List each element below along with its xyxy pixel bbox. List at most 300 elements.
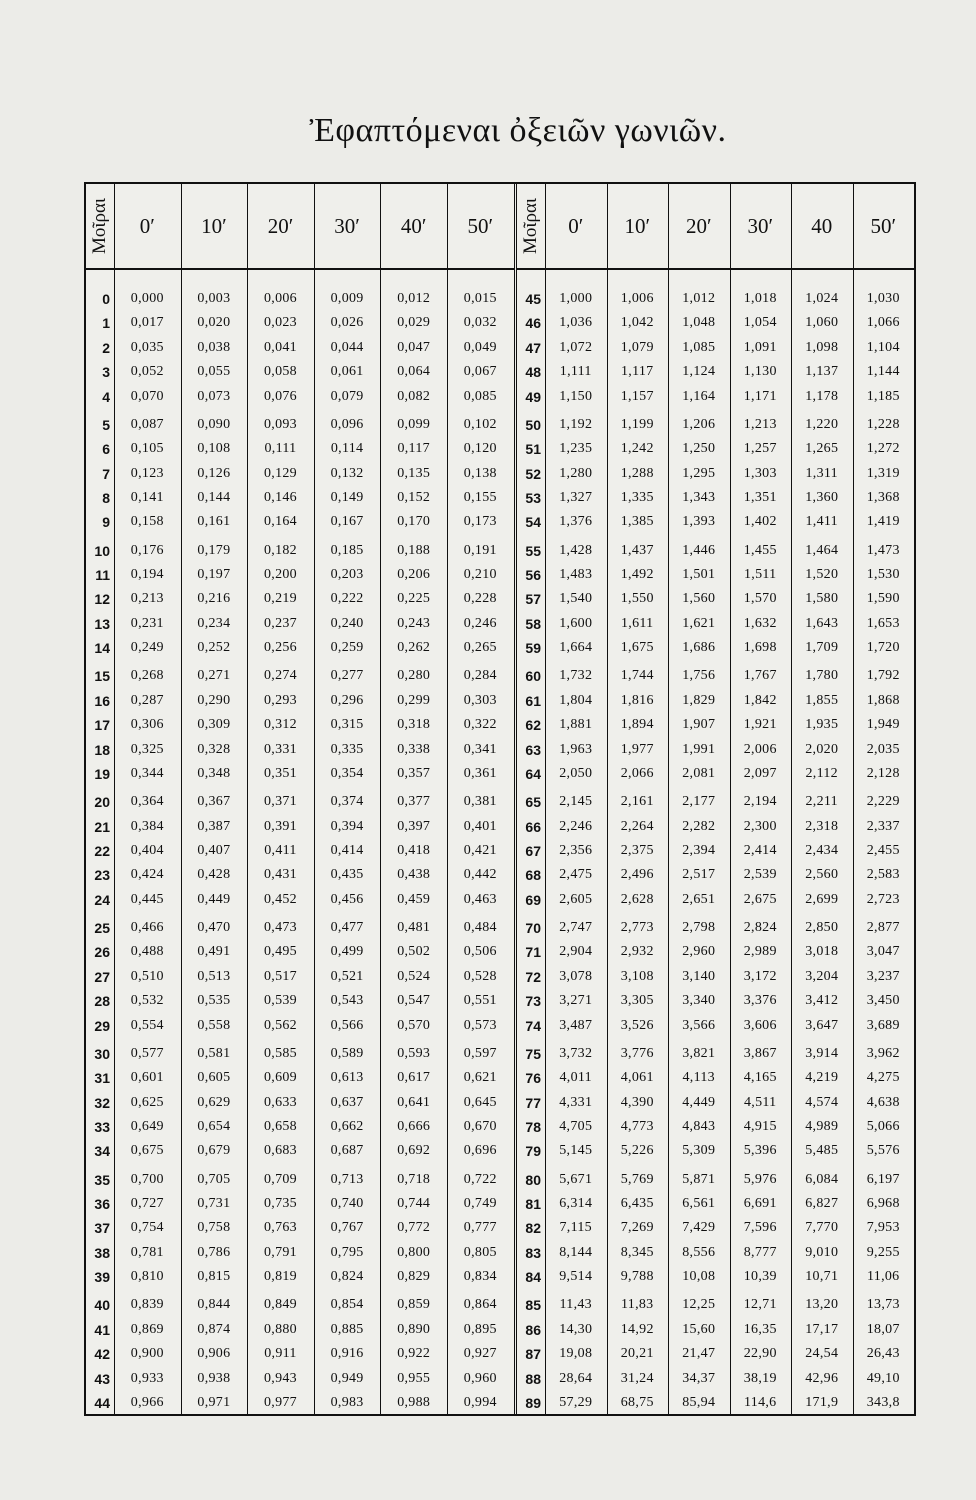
tangent-value-cell: 1,192 bbox=[559, 416, 593, 432]
tangent-value-cell: 0,182 bbox=[263, 542, 297, 558]
tangent-value-cell: 0,047 bbox=[397, 339, 431, 355]
tangent-value-cell: 0,367 bbox=[197, 794, 231, 810]
tangent-value-cell: 0,517 bbox=[263, 968, 297, 984]
tangent-value-cell: 2,020 bbox=[805, 741, 839, 757]
degree-cell: 77 bbox=[525, 1094, 541, 1111]
tangent-value-cell: 4,638 bbox=[866, 1094, 900, 1110]
tangent-value-cell: 0,152 bbox=[397, 490, 431, 505]
tangent-value-cell: 0,683 bbox=[263, 1143, 297, 1159]
tangent-value-cell: 343,8 bbox=[866, 1395, 900, 1410]
tangent-value-cell: 2,375 bbox=[620, 843, 654, 858]
tangent-value-cell: 2,414 bbox=[743, 843, 777, 858]
tangent-value-cell: 0,593 bbox=[397, 1045, 431, 1061]
tangent-value-cell: 1,006 bbox=[620, 291, 654, 306]
tangent-value-cell: 1,137 bbox=[805, 364, 839, 380]
tangent-value-cell: 0,477 bbox=[330, 920, 364, 935]
degree-cell: 7 bbox=[102, 465, 110, 482]
tangent-value-cell: 1,720 bbox=[866, 640, 900, 656]
table-row bbox=[86, 636, 514, 660]
tangent-value-cell: 1,295 bbox=[682, 465, 716, 481]
tangent-value-cell: 2,128 bbox=[866, 766, 900, 781]
tangent-value-cell: 0,271 bbox=[197, 668, 231, 684]
tangent-value-cell: 0,700 bbox=[130, 1171, 164, 1187]
degree-cell: 51 bbox=[525, 441, 541, 458]
tangent-value-cell: 0,543 bbox=[330, 993, 364, 1009]
degree-cell: 27 bbox=[94, 968, 110, 985]
tangent-value-cell: 7,770 bbox=[805, 1220, 839, 1236]
tangent-value-cell: 0,521 bbox=[330, 968, 364, 984]
tangent-value-cell: 0,880 bbox=[263, 1321, 297, 1337]
tangent-value-cell: 1,360 bbox=[805, 490, 839, 505]
tangent-value-cell: 1,455 bbox=[743, 542, 777, 558]
tangent-value-cell: 0,322 bbox=[463, 717, 497, 733]
tangent-value-cell: 0,977 bbox=[263, 1395, 297, 1410]
tangent-value-cell: 0,577 bbox=[130, 1045, 164, 1061]
tangent-value-cell: 1,550 bbox=[620, 591, 654, 607]
tangent-value-cell: 1,501 bbox=[682, 567, 716, 582]
table-row bbox=[86, 1367, 514, 1391]
degree-cell: 21 bbox=[94, 818, 110, 835]
table-row bbox=[86, 762, 514, 786]
table-row bbox=[86, 1241, 514, 1265]
tangent-value-cell: 3,776 bbox=[620, 1045, 654, 1061]
tangent-value-cell: 11,43 bbox=[559, 1297, 592, 1313]
tangent-value-cell: 0,126 bbox=[197, 465, 231, 481]
tangent-value-cell: 0,849 bbox=[263, 1297, 297, 1313]
tangent-value-cell: 3,271 bbox=[559, 993, 593, 1009]
table-row bbox=[517, 815, 916, 839]
tangent-value-cell: 9,788 bbox=[620, 1269, 654, 1285]
tangent-value-cell: 0,758 bbox=[197, 1220, 231, 1236]
tangent-value-cell: 9,514 bbox=[559, 1269, 593, 1285]
degree-cell: 42 bbox=[94, 1346, 110, 1363]
table-row bbox=[86, 486, 514, 510]
degree-cell: 1 bbox=[102, 315, 110, 332]
tangent-value-cell: 2,282 bbox=[682, 818, 716, 834]
tangent-value-cell: 2,560 bbox=[805, 867, 839, 883]
tangent-value-cell: 0,167 bbox=[330, 514, 364, 530]
tangent-value-cell: 0,874 bbox=[197, 1321, 231, 1337]
tangent-value-cell: 0,601 bbox=[130, 1070, 164, 1086]
tangent-value-cell: 0,906 bbox=[197, 1346, 231, 1362]
tangent-value-cell: 2,517 bbox=[682, 867, 716, 883]
tangent-value-cell: 0,129 bbox=[263, 465, 297, 481]
tangent-value-cell: 0,551 bbox=[463, 993, 497, 1009]
table-row bbox=[517, 1216, 916, 1240]
tangent-value-cell: 0,709 bbox=[263, 1171, 297, 1187]
tangent-value-cell: 0,082 bbox=[397, 388, 431, 404]
tangent-value-cell: 0,547 bbox=[397, 993, 431, 1009]
tangent-value-cell: 1,171 bbox=[743, 388, 777, 404]
tangent-value-cell: 1,732 bbox=[559, 668, 593, 684]
degree-cell: 17 bbox=[94, 717, 110, 734]
table-row bbox=[86, 1139, 514, 1163]
tangent-value-cell: 0,006 bbox=[263, 291, 297, 306]
tangent-value-cell: 0,900 bbox=[130, 1346, 164, 1362]
degree-cell: 65 bbox=[525, 794, 541, 811]
tangent-value-cell: 0,377 bbox=[397, 794, 431, 810]
table-row bbox=[517, 462, 916, 486]
tangent-value-cell: 0,943 bbox=[263, 1370, 297, 1386]
tangent-value-cell: 1,012 bbox=[682, 291, 716, 306]
tangent-value-cell: 1,977 bbox=[620, 741, 654, 757]
tangent-value-cell: 0,020 bbox=[197, 315, 231, 331]
degree-cell: 33 bbox=[94, 1119, 110, 1135]
tangent-value-cell: 3,526 bbox=[620, 1017, 654, 1033]
tangent-value-cell: 0,299 bbox=[397, 692, 431, 708]
tangent-value-cell: 0,994 bbox=[463, 1395, 497, 1410]
degree-cell: 9 bbox=[102, 514, 110, 531]
tangent-value-cell: 2,932 bbox=[620, 944, 654, 960]
tangent-value-cell: 1,907 bbox=[682, 717, 716, 733]
tangent-value-cell: 4,773 bbox=[620, 1119, 654, 1134]
tangent-value-cell: 0,374 bbox=[330, 794, 364, 810]
tangent-value-cell: 3,487 bbox=[559, 1017, 593, 1033]
minutes-column-header: 30′ bbox=[334, 213, 360, 238]
tangent-value-cell: 0,781 bbox=[130, 1244, 164, 1260]
tangent-value-cell: 1,072 bbox=[559, 339, 593, 355]
tangent-value-cell: 0,844 bbox=[197, 1297, 231, 1313]
tangent-value-cell: 0,763 bbox=[263, 1220, 297, 1236]
tangent-value-cell: 0,933 bbox=[130, 1370, 164, 1386]
table-row bbox=[86, 815, 514, 839]
tangent-value-cell: 0,348 bbox=[197, 766, 231, 781]
table-row bbox=[517, 413, 916, 437]
tangent-value-cell: 3,962 bbox=[866, 1045, 900, 1061]
table-row bbox=[517, 839, 916, 863]
tangent-value-cell: 0,658 bbox=[263, 1119, 297, 1134]
tangent-value-cell: 4,705 bbox=[559, 1119, 593, 1134]
tangent-value-cell: 7,115 bbox=[559, 1220, 592, 1236]
tangent-value-cell: 3,689 bbox=[866, 1017, 900, 1033]
tangent-value-cell: 6,084 bbox=[805, 1171, 839, 1187]
tangent-value-cell: 2,066 bbox=[620, 766, 654, 781]
tangent-value-cell: 0,138 bbox=[463, 465, 497, 481]
degree-cell: 64 bbox=[525, 766, 541, 782]
degree-cell: 0 bbox=[102, 291, 110, 307]
tangent-value-cell: 0,357 bbox=[397, 766, 431, 781]
tangent-value-cell: 1,675 bbox=[620, 640, 654, 656]
table-row bbox=[517, 360, 916, 384]
table-row bbox=[517, 888, 916, 912]
tangent-value-cell: 1,428 bbox=[559, 542, 593, 558]
tangent-value-cell: 0,988 bbox=[397, 1395, 431, 1410]
degree-cell: 86 bbox=[525, 1321, 541, 1338]
tangent-value-cell: 0,566 bbox=[330, 1017, 364, 1033]
tangent-value-cell: 24,54 bbox=[805, 1346, 839, 1362]
tangent-value-cell: 0,225 bbox=[397, 591, 431, 607]
table-row bbox=[517, 1391, 916, 1415]
tangent-value-cell: 0,397 bbox=[397, 818, 431, 834]
tangent-value-cell: 1,842 bbox=[743, 692, 777, 708]
tangent-value-cell: 2,583 bbox=[866, 867, 900, 883]
tangent-value-cell: 0,026 bbox=[330, 315, 364, 331]
table-row bbox=[86, 336, 514, 360]
table-row bbox=[86, 1168, 514, 1192]
table-row bbox=[517, 965, 916, 989]
tangent-value-cell: 9,255 bbox=[866, 1244, 900, 1260]
tangent-value-cell: 0,000 bbox=[130, 291, 164, 306]
tangent-value-cell: 68,75 bbox=[620, 1395, 654, 1410]
tangent-value-cell: 0,735 bbox=[263, 1196, 297, 1211]
tangent-value-cell: 1,780 bbox=[805, 668, 839, 684]
tangent-value-cell: 2,455 bbox=[866, 843, 900, 858]
tangent-value-cell: 0,012 bbox=[397, 291, 431, 306]
tangent-value-cell: 1,664 bbox=[559, 640, 593, 656]
tangent-value-cell: 0,495 bbox=[263, 944, 297, 960]
tangent-value-cell: 5,576 bbox=[866, 1143, 900, 1159]
tangent-value-cell: 0,164 bbox=[263, 514, 297, 530]
tangent-value-cell: 0,960 bbox=[463, 1370, 497, 1386]
tangent-value-cell: 2,264 bbox=[620, 818, 654, 834]
tangent-value-cell: 0,772 bbox=[397, 1220, 431, 1236]
degree-cell: 54 bbox=[525, 514, 541, 531]
degree-cell: 35 bbox=[94, 1171, 110, 1188]
degree-cell: 24 bbox=[94, 891, 110, 908]
tangent-value-cell: 2,960 bbox=[682, 944, 716, 960]
tangent-value-cell: 0,284 bbox=[463, 668, 497, 684]
tangent-value-cell: 0,015 bbox=[463, 291, 497, 306]
degree-header-label: Μοῖραι bbox=[520, 197, 541, 255]
degree-cell: 61 bbox=[525, 692, 541, 709]
tangent-value-cell: 0,234 bbox=[197, 615, 231, 631]
tangent-value-cell: 0,885 bbox=[330, 1321, 364, 1337]
tangent-value-cell: 0,532 bbox=[130, 993, 164, 1009]
tangent-value-cell: 0,049 bbox=[463, 339, 497, 355]
tangent-value-cell: 4,219 bbox=[805, 1070, 839, 1086]
tangent-value-cell: 0,210 bbox=[463, 567, 497, 582]
tangent-value-cell: 0,055 bbox=[197, 364, 231, 380]
tangent-value-cell: 3,047 bbox=[866, 944, 900, 960]
table-row bbox=[86, 888, 514, 912]
tangent-value-cell: 4,449 bbox=[682, 1094, 716, 1110]
tangent-value-cell: 1,767 bbox=[743, 668, 777, 684]
table-row bbox=[86, 1293, 514, 1317]
degree-cell: 53 bbox=[525, 490, 541, 506]
tangent-value-cell: 0,955 bbox=[397, 1370, 431, 1386]
tangent-table bbox=[84, 182, 916, 1416]
degree-cell: 18 bbox=[94, 741, 110, 758]
tangent-value-cell: 0,070 bbox=[130, 388, 164, 404]
tangent-value-cell: 0,535 bbox=[197, 993, 231, 1009]
degree-cell: 41 bbox=[94, 1321, 110, 1338]
table-row bbox=[86, 965, 514, 989]
table-row bbox=[86, 1042, 514, 1066]
degree-cell: 34 bbox=[94, 1143, 110, 1160]
tangent-value-cell: 2,229 bbox=[866, 794, 900, 810]
tangent-value-cell: 0,085 bbox=[463, 388, 497, 404]
degree-cell: 52 bbox=[525, 465, 541, 482]
tangent-value-cell: 0,161 bbox=[197, 514, 231, 530]
degree-cell: 62 bbox=[525, 717, 541, 734]
degree-cell: 66 bbox=[525, 818, 541, 835]
tangent-value-cell: 0,058 bbox=[263, 364, 297, 380]
tangent-value-cell: 0,722 bbox=[463, 1171, 497, 1187]
tangent-value-cell: 0,061 bbox=[330, 364, 364, 380]
degree-cell: 4 bbox=[102, 388, 110, 405]
tangent-value-cell: 26,43 bbox=[866, 1346, 900, 1362]
tangent-value-cell: 2,877 bbox=[866, 920, 900, 935]
degree-cell: 29 bbox=[94, 1017, 110, 1034]
tangent-value-cell: 3,647 bbox=[805, 1017, 839, 1033]
tangent-value-cell: 5,226 bbox=[620, 1143, 654, 1159]
tangent-value-cell: 0,491 bbox=[197, 944, 231, 960]
table-row bbox=[517, 664, 916, 688]
tangent-value-cell: 1,446 bbox=[682, 542, 716, 558]
tangent-value-cell: 0,641 bbox=[397, 1094, 431, 1110]
tangent-value-cell: 14,30 bbox=[559, 1321, 593, 1337]
tangent-value-cell: 1,351 bbox=[743, 490, 777, 505]
degree-cell: 5 bbox=[102, 416, 110, 433]
tangent-value-cell: 1,036 bbox=[559, 315, 593, 331]
degree-column-header bbox=[86, 184, 114, 268]
degree-cell: 13 bbox=[94, 615, 110, 632]
tangent-value-cell: 7,953 bbox=[866, 1220, 900, 1236]
tangent-value-cell: 0,463 bbox=[463, 891, 497, 907]
tangent-value-cell: 0,035 bbox=[130, 339, 164, 355]
tangent-value-cell: 0,191 bbox=[463, 542, 497, 558]
tangent-value-cell: 6,314 bbox=[559, 1196, 593, 1211]
tangent-value-cell: 34,37 bbox=[682, 1370, 716, 1386]
tangent-value-cell: 0,629 bbox=[197, 1094, 231, 1110]
tangent-value-cell: 49,10 bbox=[866, 1370, 900, 1386]
table-row bbox=[517, 539, 916, 563]
tangent-value-cell: 0,219 bbox=[263, 591, 297, 607]
table-row bbox=[517, 1318, 916, 1342]
tangent-value-cell: 2,161 bbox=[620, 794, 654, 810]
tangent-value-cell: 0,705 bbox=[197, 1171, 231, 1187]
tangent-value-cell: 7,596 bbox=[743, 1220, 777, 1236]
tangent-value-cell: 3,914 bbox=[805, 1045, 839, 1061]
tangent-value-cell: 0,268 bbox=[130, 668, 164, 684]
tangent-value-cell: 0,916 bbox=[330, 1346, 364, 1362]
tangent-value-cell: 0,815 bbox=[197, 1269, 231, 1285]
tangent-value-cell: 0,087 bbox=[130, 416, 164, 432]
tangent-value-cell: 0,231 bbox=[130, 615, 164, 631]
tangent-value-cell: 0,625 bbox=[130, 1094, 164, 1110]
table-row bbox=[86, 1318, 514, 1342]
degree-cell: 87 bbox=[525, 1346, 541, 1363]
tangent-value-cell: 0,895 bbox=[463, 1321, 497, 1337]
tangent-value-cell: 10,08 bbox=[682, 1269, 716, 1285]
tangent-value-cell: 1,698 bbox=[743, 640, 777, 656]
tangent-value-cell: 1,632 bbox=[743, 615, 777, 631]
table-row bbox=[86, 510, 514, 534]
tangent-value-cell: 5,976 bbox=[743, 1171, 777, 1187]
tangent-value-cell: 1,530 bbox=[866, 567, 900, 582]
tangent-value-cell: 0,938 bbox=[197, 1370, 231, 1386]
tangent-value-cell: 0,044 bbox=[330, 339, 364, 355]
tangent-value-cell: 18,07 bbox=[866, 1321, 900, 1337]
tangent-value-cell: 1,473 bbox=[866, 542, 900, 558]
tangent-value-cell: 0,243 bbox=[397, 615, 431, 631]
tangent-value-cell: 1,935 bbox=[805, 717, 839, 733]
tangent-value-cell: 1,385 bbox=[620, 514, 654, 530]
tangent-value-cell: 0,927 bbox=[463, 1346, 497, 1362]
tangent-value-cell: 0,105 bbox=[130, 441, 164, 457]
tangent-value-cell: 0,562 bbox=[263, 1017, 297, 1033]
tangent-value-cell: 1,792 bbox=[866, 668, 900, 684]
tangent-value-cell: 0,303 bbox=[463, 692, 497, 708]
tangent-value-cell: 0,029 bbox=[397, 315, 431, 331]
table-row bbox=[86, 664, 514, 688]
tangent-value-cell: 0,539 bbox=[263, 993, 297, 1009]
tangent-value-cell: 1,756 bbox=[682, 668, 716, 684]
tangent-value-cell: 1,804 bbox=[559, 692, 593, 708]
tangent-value-cell: 0,744 bbox=[397, 1196, 431, 1211]
tangent-value-cell: 8,777 bbox=[743, 1244, 777, 1260]
tangent-value-cell: 0,597 bbox=[463, 1045, 497, 1061]
tangent-value-cell: 2,824 bbox=[743, 920, 777, 935]
tangent-value-cell: 0,740 bbox=[330, 1196, 364, 1211]
tangent-value-cell: 0,718 bbox=[397, 1171, 431, 1187]
tangent-value-cell: 0,679 bbox=[197, 1143, 231, 1159]
tangent-value-cell: 1,991 bbox=[682, 741, 716, 757]
tangent-value-cell: 0,470 bbox=[197, 920, 231, 935]
degree-cell: 89 bbox=[525, 1395, 541, 1411]
minutes-column-header: 30′ bbox=[747, 213, 774, 238]
tangent-value-cell: 1,150 bbox=[559, 388, 593, 404]
tangent-value-cell: 0,864 bbox=[463, 1297, 497, 1313]
table-row bbox=[86, 1192, 514, 1216]
tangent-value-cell: 0,692 bbox=[397, 1143, 431, 1159]
tangent-value-cell: 1,124 bbox=[682, 364, 716, 380]
degree-cell: 38 bbox=[94, 1244, 110, 1261]
table-row bbox=[86, 287, 514, 311]
tangent-value-cell: 5,396 bbox=[743, 1143, 777, 1159]
table-row bbox=[517, 916, 916, 940]
tangent-value-cell: 0,141 bbox=[130, 490, 164, 505]
tangent-value-cell: 0,452 bbox=[263, 891, 297, 907]
tangent-value-cell: 1,464 bbox=[805, 542, 839, 558]
tangent-value-cell: 5,309 bbox=[682, 1143, 716, 1159]
tangent-value-cell: 0,839 bbox=[130, 1297, 164, 1313]
tangent-value-cell: 1,590 bbox=[866, 591, 900, 607]
tangent-value-cell: 0,079 bbox=[330, 388, 364, 404]
degree-cell: 30 bbox=[94, 1045, 110, 1062]
tangent-value-cell: 2,356 bbox=[559, 843, 593, 858]
tangent-value-cell: 0,344 bbox=[130, 766, 164, 781]
degree-cell: 48 bbox=[525, 364, 541, 381]
tangent-value-cell: 1,570 bbox=[743, 591, 777, 607]
table-row bbox=[517, 940, 916, 964]
degree-cell: 80 bbox=[525, 1171, 541, 1188]
tangent-value-cell: 0,277 bbox=[330, 668, 364, 684]
tangent-value-cell: 1,483 bbox=[559, 567, 593, 582]
tangent-value-cell: 19,08 bbox=[559, 1346, 593, 1362]
tangent-value-cell: 0,093 bbox=[263, 416, 297, 432]
tangent-value-cell: 6,197 bbox=[866, 1171, 900, 1187]
tangent-value-cell: 0,290 bbox=[197, 692, 231, 708]
tangent-value-cell: 1,235 bbox=[559, 441, 593, 457]
table-row bbox=[86, 1342, 514, 1366]
tangent-value-cell: 0,099 bbox=[397, 416, 431, 432]
tangent-value-cell: 0,824 bbox=[330, 1269, 364, 1285]
tangent-value-cell: 1,018 bbox=[743, 291, 777, 306]
tangent-value-cell: 0,407 bbox=[197, 843, 231, 858]
table-row bbox=[517, 790, 916, 814]
tangent-value-cell: 1,272 bbox=[866, 441, 900, 457]
tangent-value-cell: 3,305 bbox=[620, 993, 654, 1009]
tangent-value-cell: 0,795 bbox=[330, 1244, 364, 1260]
tangent-value-cell: 1,228 bbox=[866, 416, 900, 432]
tangent-value-cell: 0,185 bbox=[330, 542, 364, 558]
tangent-value-cell: 0,670 bbox=[463, 1119, 497, 1134]
tangent-value-cell: 0,727 bbox=[130, 1196, 164, 1211]
table-left-half bbox=[86, 184, 514, 1414]
tangent-value-cell: 0,777 bbox=[463, 1220, 497, 1236]
tangent-value-cell: 0,754 bbox=[130, 1220, 164, 1236]
